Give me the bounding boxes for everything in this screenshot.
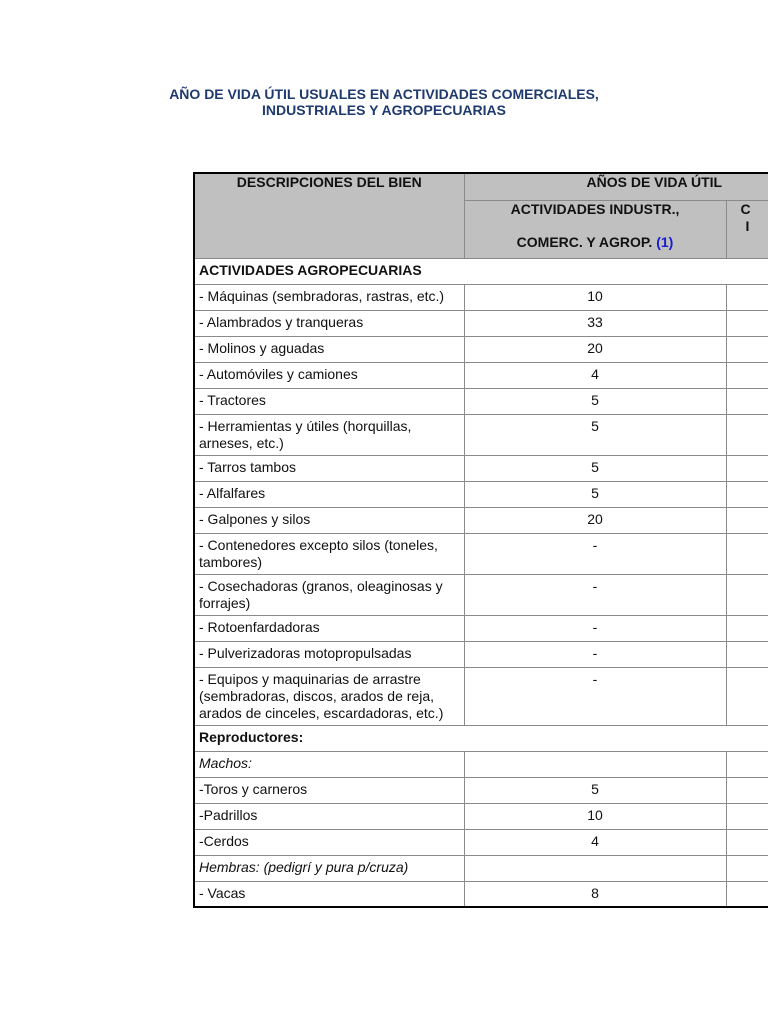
row-description: - Vacas (194, 881, 464, 907)
header-description: DESCRIPCIONES DEL BIEN (194, 173, 464, 258)
row-years-value: 5 (464, 455, 726, 481)
table-row (194, 336, 768, 362)
row-description: - Rotoenfardadoras (194, 615, 464, 641)
row-description: - Automóviles y camiones (194, 362, 464, 388)
table-row (194, 414, 768, 455)
header-col1-line2 (469, 234, 722, 251)
row-years-value (464, 751, 726, 777)
document-title (150, 86, 618, 118)
row-col2-cell (726, 507, 768, 533)
row-description: - Cosechadoras (granos, oleaginosas y forrajes) (194, 574, 464, 615)
header-col1-ref-link[interactable]: (1) (656, 233, 674, 250)
row-years-value: - (464, 533, 726, 574)
row-col2-cell (726, 751, 768, 777)
title-line-1: AÑO DE VIDA ÚTIL USUALES EN ACTIVIDADES COMERCIALES, (169, 86, 599, 102)
row-col2-cell (726, 615, 768, 641)
section-heading: ACTIVIDADES AGROPECUARIAS (194, 258, 768, 284)
table-row (194, 388, 768, 414)
row-years-value: 20 (464, 336, 726, 362)
row-description: Hembras: (pedigrí y pura p/cruza) (194, 855, 464, 881)
row-years-value: 33 (464, 310, 726, 336)
useful-life-table (193, 172, 768, 908)
row-description: -Toros y carneros (194, 777, 464, 803)
row-years-value: - (464, 641, 726, 667)
row-description: - Molinos y aguadas (194, 336, 464, 362)
row-col2-cell (726, 777, 768, 803)
row-col2-cell (726, 388, 768, 414)
row-col2-cell (726, 362, 768, 388)
row-col2-cell (726, 829, 768, 855)
table-row (194, 725, 768, 751)
row-col2-cell (726, 641, 768, 667)
row-description: - Máquinas (sembradoras, rastras, etc.) (194, 284, 464, 310)
row-description: - Contenedores excepto silos (toneles, tambores) (194, 533, 464, 574)
table-row (194, 284, 768, 310)
row-col2-cell (726, 455, 768, 481)
header-col1-line1: ACTIVIDADES INDUSTR., (510, 200, 680, 217)
row-col2-cell (726, 414, 768, 455)
row-years-value: 4 (464, 829, 726, 855)
row-years-value: 10 (464, 284, 726, 310)
row-description: - Equipos y maquinarias de arrastre (sembradoras, discos, arados de reja, arados de cinceles, escardadoras, etc.) (194, 667, 464, 725)
section-heading: Reproductores: (194, 725, 768, 751)
row-col2-cell (726, 667, 768, 725)
row-description: -Padrillos (194, 803, 464, 829)
table-row (194, 258, 768, 284)
row-years-value: 5 (464, 777, 726, 803)
table-row (194, 641, 768, 667)
row-years-value: 4 (464, 362, 726, 388)
table-body (194, 258, 768, 907)
row-description: - Pulverizadoras motopropulsadas (194, 641, 464, 667)
header-years (464, 173, 768, 200)
header-col2-partial-line2: I (745, 217, 750, 234)
row-description: - Alambrados y tranqueras (194, 310, 464, 336)
table-row (194, 881, 768, 907)
row-col2-cell (726, 336, 768, 362)
table-row (194, 481, 768, 507)
row-col2-cell (726, 855, 768, 881)
row-col2-cell (726, 481, 768, 507)
table-row (194, 667, 768, 725)
header-years-label: AÑOS DE VIDA ÚTIL (586, 174, 723, 190)
table-row (194, 455, 768, 481)
table-row (194, 615, 768, 641)
useful-life-table-container (193, 172, 768, 932)
row-description: - Tractores (194, 388, 464, 414)
row-years-value: 5 (464, 388, 726, 414)
table-row (194, 855, 768, 881)
table-row (194, 362, 768, 388)
row-years-value: 20 (464, 507, 726, 533)
table-row (194, 310, 768, 336)
row-col2-cell (726, 284, 768, 310)
table-row (194, 803, 768, 829)
table-row (194, 777, 768, 803)
table-row (194, 507, 768, 533)
table-row (194, 533, 768, 574)
row-col2-cell (726, 881, 768, 907)
row-years-value: - (464, 574, 726, 615)
row-description: - Tarros tambos (194, 455, 464, 481)
row-col2-cell (726, 803, 768, 829)
table-row (194, 574, 768, 615)
row-years-value: - (464, 667, 726, 725)
row-description: Machos: (194, 751, 464, 777)
row-years-value: 8 (464, 881, 726, 907)
row-col2-cell (726, 574, 768, 615)
header-col2-partial (726, 200, 768, 258)
table-row (194, 751, 768, 777)
row-description: - Herramientas y útiles (horquillas, arneses, etc.) (194, 414, 464, 455)
row-description: - Galpones y silos (194, 507, 464, 533)
header-industrial-commercial (464, 200, 726, 258)
row-description: -Cerdos (194, 829, 464, 855)
table-row (194, 829, 768, 855)
row-years-value: 10 (464, 803, 726, 829)
title-line-2: INDUSTRIALES Y AGROPECUARIAS (262, 102, 506, 118)
row-years-value: - (464, 615, 726, 641)
header-col1-line2-text: COMERC. Y AGROP. (516, 233, 653, 250)
row-col2-cell (726, 533, 768, 574)
row-description: - Alfalfares (194, 481, 464, 507)
row-years-value: 5 (464, 414, 726, 455)
header-col2-partial-line1: C (740, 200, 751, 217)
row-years-value: 5 (464, 481, 726, 507)
row-col2-cell (726, 310, 768, 336)
row-years-value (464, 855, 726, 881)
